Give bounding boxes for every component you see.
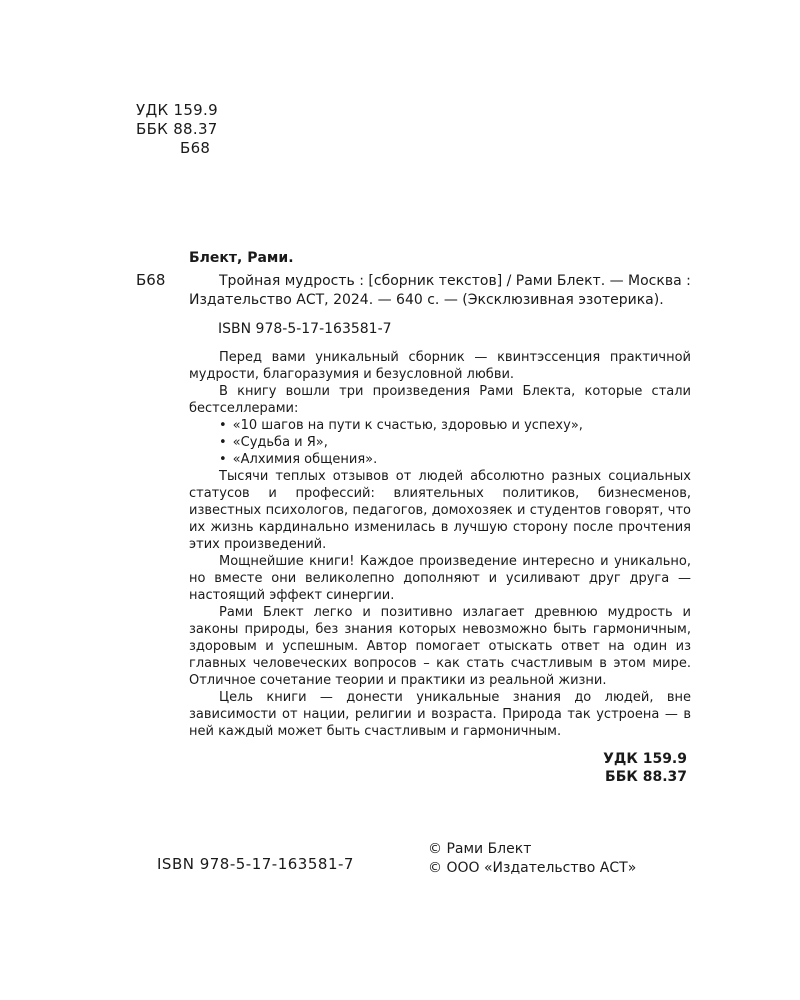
annotation xyxy=(189,349,691,740)
classification-codes xyxy=(136,101,218,158)
list-item-text: «Алхимия общения». xyxy=(232,452,378,467)
bibliographic-description xyxy=(189,272,691,310)
bib-title-line: Тройная мудрость : [сборник текстов] / Рами Блект. — Москва : xyxy=(219,273,691,289)
annotation-paragraph: Мощнейшие книги! Каждое произведение интересно и уникально, но вместе они великолепно дополняют и усиливают друг друга — настоящий эффект синергии. xyxy=(189,554,691,603)
list-item-text: «10 шагов на пути к счастью, здоровью и успеху», xyxy=(232,418,583,433)
card-author-sign: Б68 xyxy=(136,271,166,289)
annotation-paragraph: В книгу вошли три произведения Рами Блекта, которые стали бестселлерами: xyxy=(189,384,691,416)
author-heading: Блект, Рами. xyxy=(189,250,294,266)
isbn-bottom: ISBN 978-5-17-163581-7 xyxy=(157,855,354,873)
bullet-icon: • xyxy=(219,418,227,433)
udk-code: УДК 159.9 xyxy=(136,101,218,119)
classification-codes-right xyxy=(580,750,687,786)
udk-code-right: УДК 159.9 xyxy=(603,751,687,767)
list-item xyxy=(189,417,691,434)
annotation-paragraph: Тысячи теплых отзывов от людей абсолютно разных социальных статусов и профессий: влиятельных политиков, бизнесменов, известных психологов, педагогов, домохозяек и студентов говорят, что их жизнь кардинально изменилась в лучшую сторону после прочтения этих произведений. xyxy=(189,469,691,552)
bbk-code-right: ББК 88.37 xyxy=(605,769,687,785)
annotation-paragraph: Перед вами уникальный сборник — квинтэссенция практичной мудрости, благоразумия и безусловной любви. xyxy=(189,350,691,382)
bullet-icon: • xyxy=(219,452,227,467)
bullet-icon: • xyxy=(219,435,227,450)
bbk-code: ББК 88.37 xyxy=(136,120,218,138)
copyright-author: © Рами Блект xyxy=(428,841,532,857)
list-item xyxy=(189,451,691,468)
copyright-publisher: © ООО «Издательство АСТ» xyxy=(428,860,637,876)
bib-publisher-line: Издательство АСТ, 2024. — 640 с. — (Эксклюзивная эзотерика). xyxy=(189,292,664,308)
copyright-block xyxy=(428,840,636,878)
list-item xyxy=(189,434,691,451)
annotation-paragraph: Цель книги — донести уникальные знания до людей, вне зависимости от нации, религии и возраста. Природа так устроена — в ней каждый может быть счастливым и гармоничным. xyxy=(189,690,691,739)
isbn-record: ISBN 978-5-17-163581-7 xyxy=(218,321,392,337)
author-sign: Б68 xyxy=(180,139,211,157)
annotation-paragraph: Рами Блект легко и позитивно излагает древнюю мудрость и законы природы, без знания которых невозможно быть гармоничным, здоровым и успешным. Автор помогает отыскать ответ на один из главных человеческих вопросов – как стать счастливым в этом мире. Отличное сочетание теории и практики из реальной жизни. xyxy=(189,605,691,688)
list-item-text: «Судьба и Я», xyxy=(232,435,328,450)
